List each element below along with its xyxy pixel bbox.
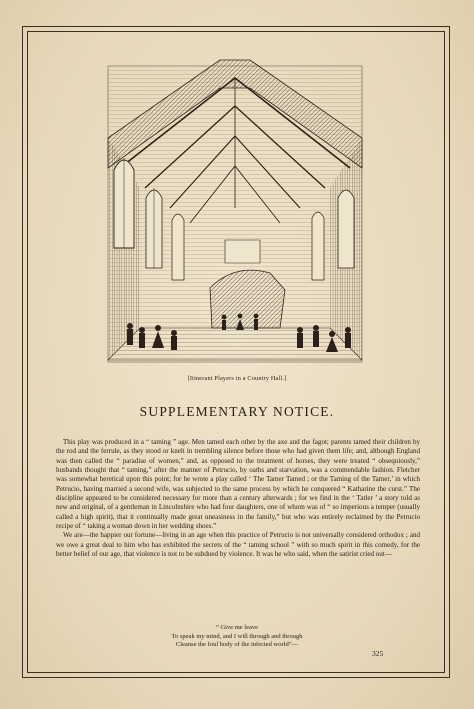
page-number: 325 — [372, 649, 384, 658]
verse-quote — [0, 624, 474, 650]
section-heading: SUPPLEMENTARY NOTICE. — [139, 404, 335, 419]
verse-line: Cleanse the foul body of the infected world”— — [175, 641, 299, 649]
verse-line: To speak my mind, and I will through and through — [171, 632, 303, 640]
illustration-caption: [Itinerant Players in a Country Hall.] — [187, 375, 287, 382]
verse-line: “ Give me leave — [215, 624, 259, 631]
paragraph: This play was produced in a “ taming ” age. Men tamed each other by the axe and the fagot; parents tamed their children by the rod and the ferrule, as they stood or knelt in trembling silence before those who had given them life; and, although England was then called the “ paradise of women,” and, as opposed to the treatment of horses, they were treated “ obsequiously,” husbands thought that “ taming,” after the manner of Petrucio, by oaths and starvation, was a commendable fashion. Fletcher was somewhat heretical upon this point; for he wrote a play called ‘ The Tamer Tamed ; or the Taming of the Tamer,’ in which Petrucio, having married a second wife, was subjected to the same process by which he conquered “ Katharine the curst.” The discipline appeared to be considered necessary for more than a century afterwards ; for we find in the ‘ Tatler ’ a story told as new and original, of a gentleman in Lincolnshire who had four daughters, one of whom was of “ so imperious a temper (usually called a high spirit), that it continually made great uneasiness in the family,” but who was entirely reclaimed by the Petrucio recipe of “ taking a woman down in her wedding shoes.” — [56, 438, 420, 531]
body-text — [56, 438, 420, 559]
engraving-itinerant-players — [100, 58, 370, 376]
paragraph: We are—the happier our fortune—living in an age when this practice of Petrucio is not universally considered orthodox ; and we owe a great deal to him who has exhibited the secrets of the “ taming school ” with so much spirit in this comedy, for the better belief of our age, that violence is not to be subdued by violence. It was he who said, when the satirist cried out— — [56, 531, 420, 559]
